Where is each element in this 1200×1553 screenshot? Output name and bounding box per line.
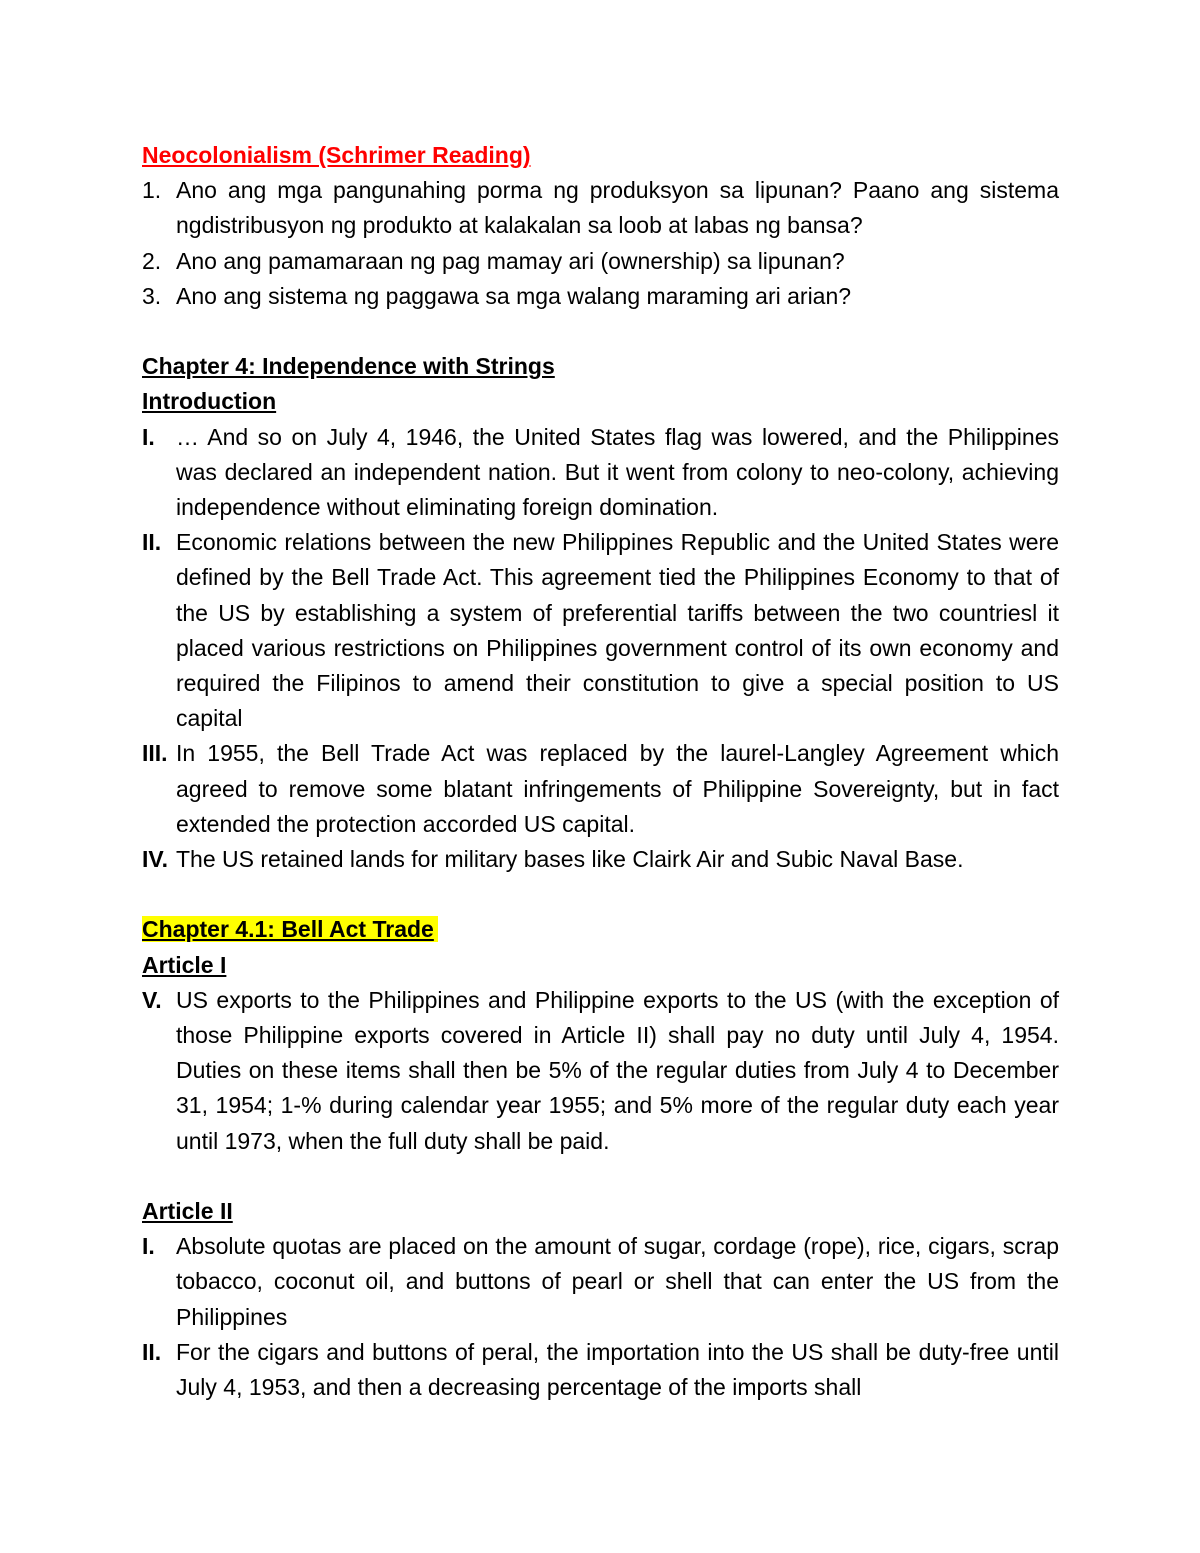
roman-numeral: III. [142,740,168,767]
article2-items [142,1229,1059,1405]
spacer [142,1159,1059,1194]
spacer [142,314,1059,349]
item-text: Economic relations between the new Philippines Republic and the United States were defined by the Bell Trade Act. This agreement tied the Philippines Economy to that of the US by establishing a system of preferential tariffs between the two countriesl it placed various restrictions on Philippines government control of its own economy and required the Filipinos to amend their constitution to give a special position to US capital [176,529,1059,732]
question-text: Ano ang sistema ng paggawa sa mga walang maraming ari arian? [176,282,852,309]
roman-numeral: I. [142,423,155,450]
roman-numeral: IV. [142,846,169,872]
item-text: For the cigars and buttons of peral, the importation into the US shall be duty-free until July 4, 1953, and then a decreasing percentage of the imports shall [176,1338,1059,1400]
list-item [142,842,1059,877]
question-item [142,279,1059,314]
chapter41-heading [142,912,1059,947]
article1-items [142,983,1059,1159]
spacer [142,877,1059,912]
list-item [142,420,1059,526]
item-text: In 1955, the Bell Trade Act was replaced by the laurel-Langley Agreement which agreed to remove some blatant infringements of Philippine Sovereignty, but in fact extended the protection accorded US capital. [176,740,1059,837]
question-text: Ano ang pamamaraan ng pag mamay ari (ownership) sa lipunan? [176,247,845,274]
roman-numeral: V. [142,986,162,1013]
chapter4-items [142,420,1059,878]
roman-numeral: I. [142,1233,155,1260]
roman-numeral: II. [142,529,162,556]
question-number: 1. [142,177,162,204]
introduction-heading: Introduction [142,388,277,415]
highlighted-title: Chapter 4.1: Bell Act Trade [142,916,438,942]
question-item [142,244,1059,279]
list-item [142,1335,1059,1405]
list-item [142,983,1059,1159]
chapter4-heading: Chapter 4: Independence with Strings [142,353,555,380]
item-text: The US retained lands for military bases like Clairk Air and Subic Naval Base. [176,846,964,872]
question-item [142,173,1059,243]
list-item [142,525,1059,736]
neocolonialism-heading: Neocolonialism (Schrimer Reading) [142,142,531,168]
neocolonialism-questions [142,173,1059,314]
item-text: Absolute quotas are placed on the amount of sugar, cordage (rope), rice, cigars, scrap tobacco, coconut oil, and buttons of pearl or shell that can enter the US from the Philippines [176,1233,1059,1330]
article2-heading: Article II [142,1197,233,1224]
list-item [142,736,1059,842]
item-text: US exports to the Philippines and Philippine exports to the US (with the exception of those Philippine exports covered in Article II) shall pay no duty until July 4, 1954. Duties on these items shall then be 5% of the regular duties from July 4 to December 31, 1954; 1-% during calendar year 1955; and 5% more of the regular duty each year until 1973, when the full duty shall be paid. [176,986,1059,1154]
roman-numeral: II. [142,1338,162,1365]
question-number: 3. [142,282,162,309]
list-item [142,1229,1059,1335]
article1-heading: Article I [142,951,227,978]
item-text: … And so on July 4, 1946, the United States flag was lowered, and the Philippines was declared an independent nation. But it went from colony to neo-colony, achieving independence without eliminating foreign domination. [176,423,1059,520]
document-page [142,138,1059,1405]
question-text: Ano ang mga pangunahing porma ng produksyon sa lipunan? Paano ang sistema ngdistribusyon ng produkto at kalakalan sa loob at labas ng bansa? [176,177,1059,239]
question-number: 2. [142,247,162,274]
